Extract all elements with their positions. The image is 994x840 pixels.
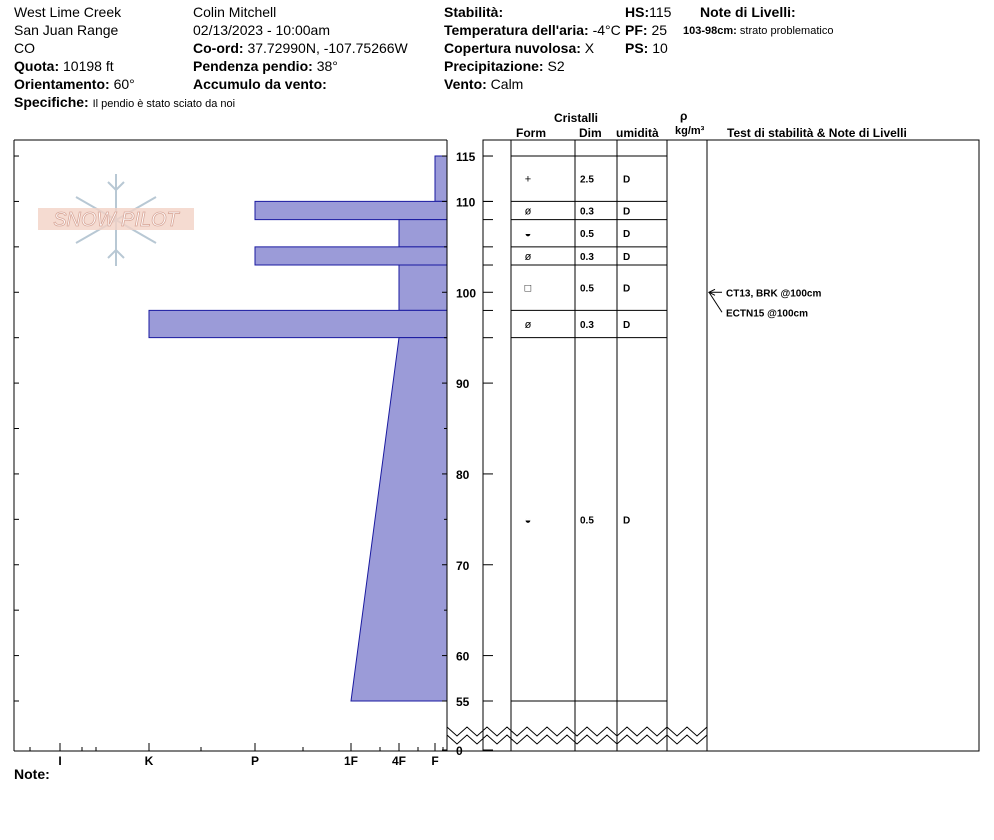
aspect-label: Orientamento:: [14, 76, 110, 92]
y-tick-label-0: 0: [456, 744, 463, 758]
range-name: San Juan Range: [14, 22, 119, 38]
layer-note-text: strato problematico: [739, 25, 834, 37]
layer-notes-title: Note di Livelli:: [700, 4, 796, 20]
crystal-wetness-0: D: [623, 174, 631, 186]
layer-note-depth: 103-98cm:: [683, 25, 737, 37]
table-frame: [483, 140, 979, 751]
x-tick-label-K: K: [144, 754, 154, 768]
specifics-label: Specifiche:: [14, 94, 89, 110]
wind-value: Calm: [490, 76, 524, 92]
observer-name: Colin Mitchell: [193, 4, 277, 20]
rho-header: ρ: [680, 109, 688, 123]
hardness-layer-2: [399, 220, 447, 247]
density-unit-header: kg/m³: [675, 125, 705, 137]
coord-value: 37.72990N, -107.75266W: [247, 40, 408, 56]
crystal-size-5: 0.3: [580, 320, 594, 332]
crystal-size-0: 2.5: [580, 174, 594, 186]
crystal-wetness-1: D: [623, 206, 631, 218]
air-temp-value: -4°C: [592, 22, 621, 38]
precip-value: S2: [547, 58, 565, 74]
form-header: Form: [516, 126, 546, 140]
tests-header: Test di stabilità & Note di Livelli: [727, 126, 907, 140]
stability-test-pointer-1: [709, 292, 722, 312]
state-name: CO: [14, 40, 35, 56]
pf-label: PF:: [625, 22, 648, 38]
stability-label: Stabilità:: [444, 4, 504, 20]
x-tick-label-1F: 1F: [343, 754, 359, 768]
elevation-label: Quota:: [14, 58, 60, 74]
hardness-layer-3: [255, 247, 447, 265]
crystal-form-0: +: [524, 173, 532, 186]
crystal-form-1: ø: [524, 205, 532, 218]
pf-value: 25: [651, 22, 668, 38]
aspect-value: 60°: [113, 76, 135, 92]
crystal-size-2: 0.5: [580, 229, 594, 241]
wind-label: Vento:: [444, 76, 487, 92]
x-tick-label-P: P: [250, 754, 260, 768]
slope-value: 38°: [316, 58, 338, 74]
precip-label: Precipitazione:: [444, 58, 544, 74]
hardness-layer-5: [149, 310, 447, 337]
crystal-form-6: ◒: [524, 514, 532, 527]
crystal-wetness-6: D: [623, 515, 631, 527]
note-label: Note:: [14, 766, 50, 782]
y-tick-label-90: 90: [456, 377, 470, 392]
hs-label: HS:: [625, 4, 650, 20]
elevation-value: 10198 ft: [63, 58, 114, 74]
sky-label: Copertura nuvolosa:: [444, 40, 581, 56]
hs-value: 115: [649, 4, 672, 20]
y-tick-label-80: 80: [456, 467, 470, 482]
logo-text: SNOW PILOT: [53, 209, 179, 231]
hardness-layer-6: [351, 338, 447, 701]
hardness-layer-0: [435, 156, 447, 201]
wind-loading-label: Accumulo da vento:: [193, 76, 327, 92]
y-tick-label-100: 100: [456, 286, 477, 301]
coord-label: Co-ord:: [193, 40, 244, 56]
x-tick-label-I: I: [58, 754, 62, 768]
crystal-size-4: 0.5: [580, 283, 594, 295]
size-header: Dim: [579, 126, 602, 140]
crystals-header: Cristalli: [554, 111, 599, 125]
y-tick-label-55: 55: [456, 695, 470, 709]
stability-test-1: ECTN15 @100cm: [726, 308, 809, 320]
slope-label: Pendenza pendio:: [193, 58, 313, 74]
crystal-form-4: □: [524, 282, 532, 295]
crystal-form-2: ◒: [524, 228, 532, 241]
ps-value: 10: [652, 40, 668, 56]
crystal-size-1: 0.3: [580, 206, 594, 218]
crystal-wetness-3: D: [623, 251, 631, 263]
ps-label: PS:: [625, 40, 649, 56]
crystal-size-3: 0.3: [580, 251, 594, 263]
crystal-wetness-5: D: [623, 320, 631, 332]
y-tick-label-115: 115: [456, 150, 476, 165]
air-temp-label: Temperatura dell'aria:: [444, 22, 589, 38]
hardness-layer-4: [399, 265, 447, 310]
stability-test-0: CT13, BRK @100cm: [726, 288, 822, 300]
crystal-wetness-4: D: [623, 283, 631, 295]
specifics-value: Il pendio è stato sciato da noi: [92, 98, 236, 110]
y-tick-label-110: 110: [456, 195, 476, 210]
humidity-header: umidità: [616, 126, 659, 140]
crystal-size-6: 0.5: [580, 515, 594, 527]
x-tick-label-4F: 4F: [391, 754, 407, 768]
crystal-form-5: ø: [524, 319, 532, 332]
break-zigzag-2: [447, 727, 707, 736]
hardness-layer-1: [255, 201, 447, 219]
x-tick-label-F: F: [431, 754, 439, 768]
y-tick-label-70: 70: [456, 558, 470, 573]
y-tick-label-60: 60: [456, 649, 470, 664]
location-name: West Lime Creek: [14, 4, 122, 20]
sky-value: X: [584, 40, 595, 56]
crystal-form-3: ø: [524, 250, 532, 263]
crystal-wetness-2: D: [623, 229, 631, 241]
observation-datetime: 02/13/2023 - 10:00am: [193, 22, 330, 38]
